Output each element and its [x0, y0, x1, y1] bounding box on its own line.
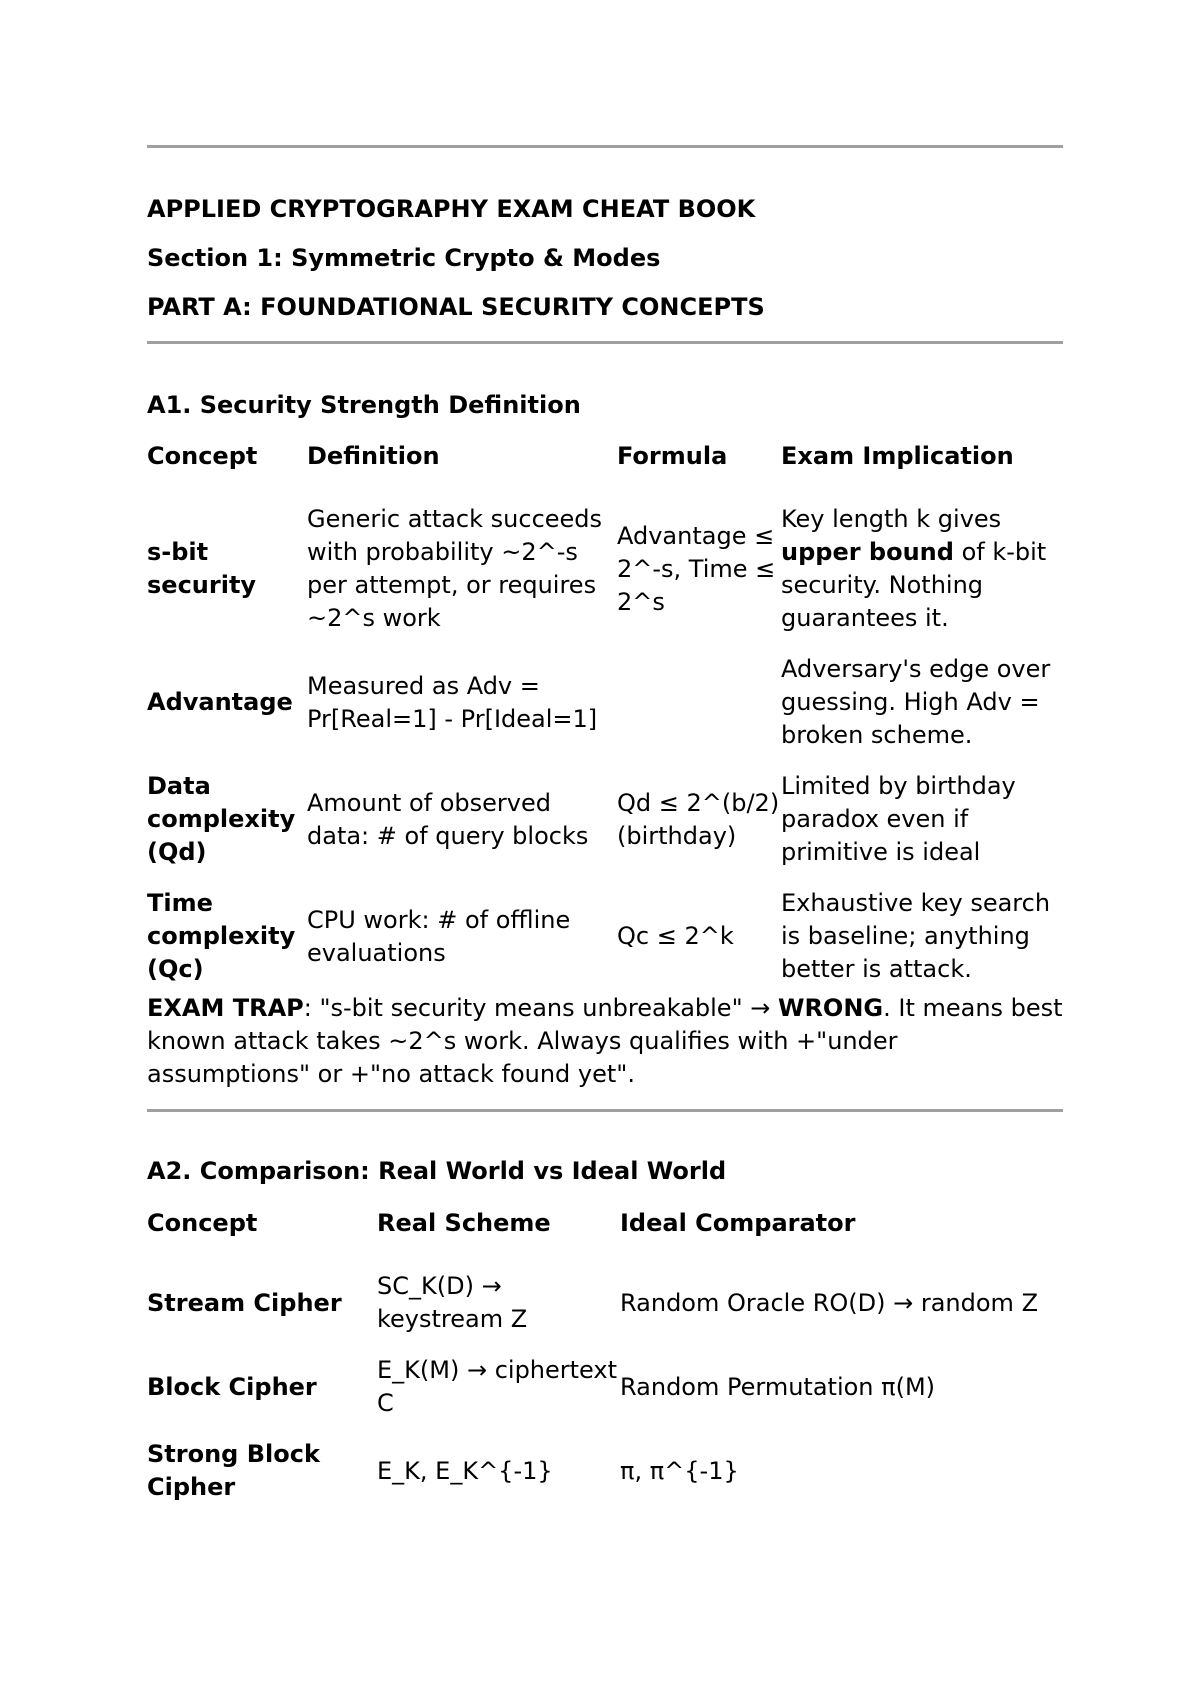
concept-cell: s-bit security	[147, 538, 257, 599]
ideal-comparator-cell: Random Permutation π(M)	[620, 1372, 936, 1401]
exam-trap-text: : "s-bit security means unbreakable" →	[303, 994, 778, 1022]
definition-cell: Measured as Adv = Pr[Real=1] - Pr[Ideal=1]	[307, 671, 598, 733]
implication-cell: Limited by birthday paradox even if primitive is ideal	[781, 772, 1016, 866]
concept-cell: Block Cipher	[147, 1372, 317, 1401]
concept-cell: Strong Block Cipher	[147, 1440, 320, 1501]
a2-heading: A2. Comparison: Real World vs Ideal World	[147, 1157, 727, 1185]
column-header: Formula	[617, 442, 728, 470]
table-row	[147, 494, 1063, 644]
implication-text: of k-bit security. Nothing guarantees it.	[781, 538, 1047, 632]
concept-cell: Time complexity (Qc)	[147, 889, 296, 983]
concept-cell: Data complexity (Qd)	[147, 772, 296, 866]
implication-cell	[781, 494, 1063, 644]
exam-trap-note	[147, 992, 1063, 1091]
horizontal-rule	[147, 145, 1063, 148]
security-strength-table	[147, 440, 1063, 995]
formula-cell: Advantage ≤ 2^-s, Time ≤ 2^s	[617, 521, 776, 616]
formula-cell: Qc ≤ 2^k	[617, 922, 734, 950]
exam-trap-wrong: WRONG	[777, 994, 884, 1022]
table-header-row	[147, 440, 1063, 494]
implication-cell: Adversary's edge over guessing. High Adv = broken scheme.	[781, 655, 1051, 749]
table-row	[147, 761, 1063, 878]
table-row	[147, 644, 1063, 761]
table-row	[147, 1429, 1063, 1513]
column-header: Concept	[147, 442, 258, 470]
column-header: Real Scheme	[377, 1209, 551, 1237]
table-header-row	[147, 1207, 1063, 1261]
definition-cell: Amount of observed data: # of query blocks	[307, 788, 589, 850]
exam-trap-text: . It means best known attack takes ~2^s work. Always qualifies with +"under assumptions" or +"no attack found yet".	[147, 994, 1063, 1088]
implication-cell: Exhaustive key search is baseline; anything better is attack.	[781, 889, 1051, 983]
real-scheme-cell: SC_K(D) → keystream Z	[377, 1272, 528, 1333]
doc-title: APPLIED CRYPTOGRAPHY EXAM CHEAT BOOK	[147, 195, 756, 223]
real-scheme-cell: E_K, E_K^{-1}	[377, 1456, 553, 1485]
definition-cell: Generic attack succeeds with probability ~2^-s per attempt, or requires ~2^s work	[307, 505, 603, 632]
section-title: Section 1: Symmetric Crypto & Modes	[147, 244, 661, 272]
concept-cell: Stream Cipher	[147, 1288, 342, 1317]
table-row	[147, 1261, 1063, 1345]
real-vs-ideal-table	[147, 1207, 1063, 1513]
implication-text: Key length k gives	[781, 505, 1002, 533]
formula-cell: Qd ≤ 2^(b/2) (birthday)	[617, 788, 780, 850]
ideal-comparator-cell: π, π^{-1}	[620, 1456, 739, 1485]
horizontal-rule	[147, 1109, 1063, 1112]
part-title: PART A: FOUNDATIONAL SECURITY CONCEPTS	[147, 293, 765, 321]
column-header: Ideal Comparator	[620, 1209, 856, 1237]
concept-cell: Advantage	[147, 688, 293, 716]
column-header: Exam Implication	[781, 442, 1014, 470]
table-row	[147, 878, 1063, 995]
definition-cell: CPU work: # of offline evaluations	[307, 905, 571, 967]
horizontal-rule	[147, 341, 1063, 344]
real-scheme-cell: E_K(M) → ciphertext C	[377, 1356, 618, 1417]
a1-heading: A1. Security Strength Definition	[147, 391, 581, 419]
implication-emphasis: upper bound	[781, 538, 954, 566]
column-header: Definition	[307, 442, 440, 470]
column-header: Concept	[147, 1209, 258, 1237]
ideal-comparator-cell: Random Oracle RO(D) → random Z	[620, 1288, 1039, 1317]
exam-trap-label: EXAM TRAP	[147, 994, 304, 1022]
table-row	[147, 1345, 1063, 1429]
formula-cell	[617, 644, 781, 761]
